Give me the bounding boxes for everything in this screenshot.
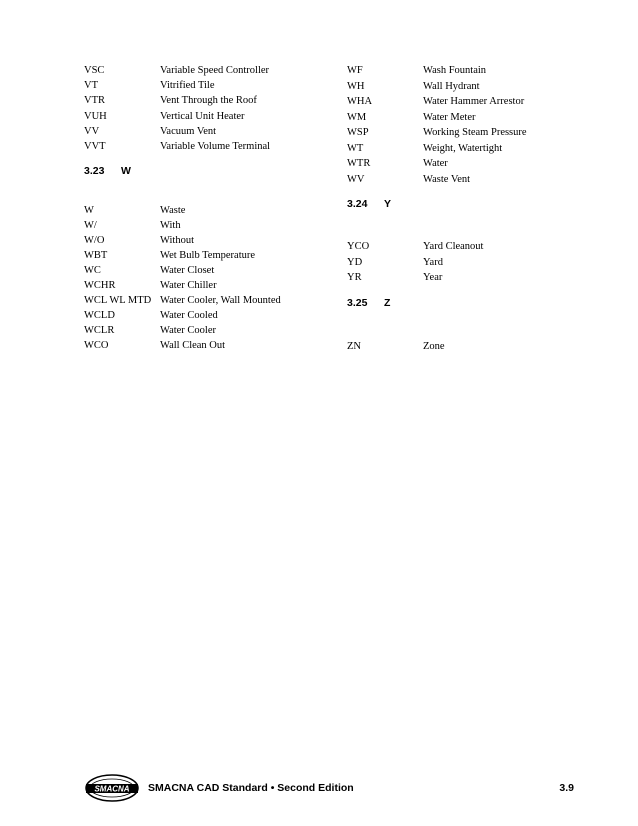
definition: Vent Through the Roof: [160, 95, 257, 107]
abbreviation: WTR: [347, 158, 371, 169]
section-heading-z: [347, 297, 447, 311]
left-column: [84, 0, 334, 760]
definition: Yard Cleanout: [423, 241, 484, 252]
abbreviation: WV: [347, 173, 365, 185]
section-number: 3.24: [347, 198, 368, 210]
abbreviation: YR: [347, 272, 362, 283]
definition: Without: [160, 235, 194, 246]
abbreviation: WCHR: [84, 280, 116, 291]
section-heading-y: [347, 198, 447, 212]
definition: Water Hammer Arrestor: [423, 96, 525, 107]
definition: Water: [423, 158, 448, 169]
abbreviation: VSC: [84, 65, 105, 76]
abbreviation: WCO: [84, 340, 109, 351]
section-letter: W: [121, 165, 131, 177]
definition: With: [160, 220, 181, 231]
abbreviation: WHA: [347, 96, 373, 107]
definition: Water Cooler: [160, 325, 217, 336]
abbreviation: WF: [347, 65, 363, 76]
abbreviation: VV: [84, 125, 100, 137]
section-letter: Z: [384, 297, 391, 309]
definition: Wall Hydrant: [423, 80, 480, 92]
abbreviation: WH: [347, 80, 365, 92]
abbreviation: WBT: [84, 250, 108, 261]
abbreviation: YCO: [347, 241, 370, 252]
definition: Waste Vent: [423, 173, 471, 185]
abbreviation: WCL WL MTD: [84, 295, 152, 306]
section-letter: Y: [384, 198, 392, 210]
right-column: [347, 0, 597, 760]
abbreviation: WC: [84, 265, 101, 276]
abbreviation: YD: [347, 256, 363, 268]
definition: Wash Fountain: [423, 65, 487, 76]
definition: Water Closet: [160, 265, 215, 276]
definition: Vitrified Tile: [160, 80, 215, 92]
definition: Waste: [160, 205, 186, 216]
logo-text: SMACNA: [94, 784, 130, 794]
abbreviation: W/: [84, 220, 97, 231]
definition: Year: [423, 272, 443, 283]
definition: Vertical Unit Heater: [160, 110, 245, 122]
abbreviation: WCLD: [84, 310, 115, 321]
abbreviation: WSP: [347, 127, 369, 138]
smacna-logo: [84, 773, 140, 803]
definition: Variable Speed Controller: [160, 65, 270, 76]
definition: Yard: [423, 256, 443, 268]
definition: Working Steam Pressure: [423, 127, 527, 138]
abbreviation: W/O: [84, 235, 105, 246]
definition: Zone: [423, 341, 445, 352]
section-heading-w: [84, 165, 184, 179]
definition: Vacuum Vent: [160, 125, 217, 137]
definition: Weight, Watertight: [423, 142, 503, 154]
section-number: 3.25: [347, 297, 368, 309]
definition: Water Chiller: [160, 280, 217, 291]
abbreviation: VVT: [84, 141, 106, 152]
definition: Water Cooler, Wall Mounted: [160, 295, 281, 306]
definition: Water Cooled: [160, 310, 218, 321]
abbreviation: ZN: [347, 341, 361, 352]
definition: Wall Clean Out: [160, 340, 226, 351]
definition: Wet Bulb Temperature: [160, 250, 256, 261]
abbreviation: WCLR: [84, 325, 115, 336]
page-footer: [84, 773, 574, 803]
definition: Water Meter: [423, 111, 476, 123]
footer-title: SMACNA CAD Standard • Second Edition: [148, 782, 354, 794]
abbreviation: W: [84, 205, 94, 216]
abbreviation: VUH: [84, 110, 107, 122]
page-number: 3.9: [559, 782, 574, 794]
abbreviation: WT: [347, 142, 364, 154]
abbreviation: VTR: [84, 95, 105, 107]
abbreviation: VT: [84, 80, 98, 92]
definition: Variable Volume Terminal: [160, 141, 271, 152]
section-number: 3.23: [84, 165, 105, 177]
abbreviation: WM: [347, 111, 367, 123]
